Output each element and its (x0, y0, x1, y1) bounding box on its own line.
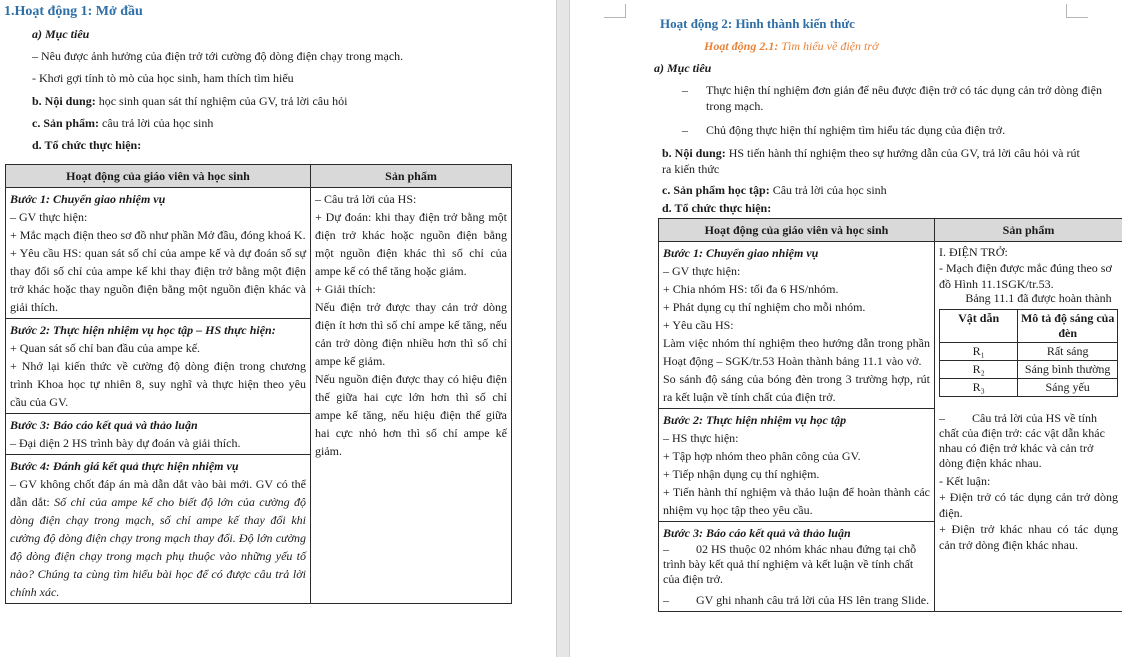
page-gap (556, 0, 570, 657)
product-line: + Điện trở khác nhau có tác dụng cản trở dòng điện khác nhau. (939, 522, 1118, 552)
activity2-heading: Hoạt động 2: Hình thành kiến thức (660, 16, 855, 31)
results-cell: R₁ (940, 343, 1018, 361)
product-line: Bảng 11.1 đã được hoàn thành (965, 291, 1112, 305)
product-line: – Câu trả lời của HS: (315, 192, 417, 206)
step3-block (659, 522, 934, 611)
activity2-steps-cell (659, 242, 935, 612)
activity1-col-header-product: Sản phẩm (311, 165, 512, 188)
step1-line: – GV thực hiện: (10, 210, 88, 224)
results-cell: Rất sáng (1018, 343, 1118, 361)
crop-mark (1066, 4, 1088, 18)
step1-line: + Yêu cầu HS: quan sát số chỉ của ampe kế và dự đoán số sự thay đổi số chỉ của ampe kế khi thay điện trở bằng một điện trở khác hoặc thay nguồn điện bằng một nguồn điện khác và giải thích. (10, 246, 306, 314)
step1-line: + Mắc mạch điện theo sơ đồ như phần Mở đầu, đóng khoá K. (10, 228, 306, 242)
objective-line-1: – Nêu được ảnh hưởng của điện trở tới cường độ dòng điện chạy trong mạch. (32, 49, 404, 63)
results-cell: R₂ (940, 361, 1018, 379)
activity21-heading (704, 38, 878, 54)
step3-title: Bước 3: Báo cáo kết quả và thảo luận (663, 526, 851, 540)
activity2-col-header-activity: Hoạt động của giáo viên và học sinh (659, 219, 935, 242)
results-header-brightness: Mô tả độ sáng của đèn (1018, 310, 1118, 343)
step3-line: – Đại diện 2 HS trình bày dự đoán và giải thích. (10, 436, 241, 450)
step2-line: + Nhớ lại kiến thức về cường độ dòng điện trong chương trình Khoa học tự nhiên 8, suy nghĩ và thực hiện theo yêu cầu của GV. (10, 359, 306, 409)
product-line: + Giải thích: (315, 282, 376, 296)
results-cell: Sáng bình thường (1018, 361, 1118, 379)
step1-title: Bước 1: Chuyển giao nhiệm vụ (663, 246, 819, 260)
results-cell: R₃ (940, 379, 1018, 397)
activity1-steps-cell (6, 188, 311, 604)
product-text: câu trả lời của học sinh (99, 116, 214, 130)
product-line: + Dự đoán: khi thay điện trở bằng một điện trở khác hoặc nguồn điện bằng một nguồn điện khác thì số chỉ của ampe kế có thể tăng hoặc giảm. (315, 210, 507, 278)
objective-line-2: - Khơi gợi tính tò mò của học sinh, ham thích tìm hiểu (32, 71, 294, 85)
step2-title: Bước 2: Thực hiện nhiệm vụ học tập (663, 413, 847, 427)
left-page (0, 0, 556, 657)
content-line (32, 93, 347, 109)
product-line (662, 182, 887, 198)
product-line: I. ĐIỆN TRỞ: (939, 245, 1008, 259)
objective-item-2 (682, 122, 1005, 138)
activity1-heading: 1.Hoạt động 1: Mở đầu (4, 4, 143, 19)
step4-title: Bước 4: Đánh giá kết quả thực hiện nhiệm vụ (10, 459, 239, 473)
step3-line: – 02 HS thuộc 02 nhóm khác nhau đứng tại chỗ trình bày kết quả thí nghiệm và kết luận về tính chất của điện trở. (663, 542, 920, 586)
product-label: c. Sản phẩm học tập: (662, 183, 770, 197)
step1-block (6, 188, 310, 319)
activity1-product-cell (311, 188, 512, 604)
objective-text: Thực hiện thí nghiệm đơn giản để nêu được điện trở có tác dụng cản trở dòng điện trong mạch. (706, 83, 1102, 113)
activity21-label: Hoạt động 2.1: (704, 39, 779, 53)
step1-title: Bước 1: Chuyển giao nhiệm vụ (10, 192, 166, 206)
dash-marker: – (682, 123, 688, 137)
step1-line: + Yêu cầu HS: (663, 318, 734, 332)
step3-title: Bước 3: Báo cáo kết quả và thảo luận (10, 418, 198, 432)
dash-marker: – (682, 83, 688, 97)
step1-line: + Phát dụng cụ thí nghiệm cho mỗi nhóm. (663, 300, 866, 314)
results-header-conductor: Vật dẫn (940, 310, 1018, 343)
results-cell: Sáng yếu (1018, 379, 1118, 397)
content-label: b. Nội dung: (662, 146, 726, 160)
product-label: c. Sản phẩm: (32, 116, 100, 130)
activity21-title: Tìm hiểu về điện trở (778, 39, 879, 53)
activity2-product-cell (935, 242, 1122, 612)
activity2-col-header-product: Sản phẩm (935, 219, 1122, 242)
step2-line: + Tiến hành thí nghiệm và thảo luận để hoàn thành các nhiệm vụ học tập theo yêu cầu. (663, 485, 930, 517)
product-line: - Mạch điện được mắc đúng theo sơ đồ Hình 11.1SGK/tr.53. (939, 261, 1112, 291)
step1-block (659, 242, 934, 409)
product-line: - Kết luận: (939, 474, 991, 488)
step1-line: – GV thực hiện: (663, 264, 741, 278)
activity2-table (658, 218, 1122, 612)
content-label: b. Nội dung: (32, 94, 96, 108)
step3-line: – GV ghi nhanh câu trả lời của HS lên trang Slide. (663, 593, 930, 607)
org-label: d. Tổ chức thực hiện: (32, 138, 142, 152)
crop-mark (604, 4, 626, 18)
step1-line: Làm việc nhóm thí nghiệm theo hướng dẫn trong phần Hoạt động – SGK/tr.53 Hoàn thành bảng 11.1 vào vở. (663, 336, 930, 368)
activity1-table (5, 164, 512, 604)
step3-block (6, 414, 310, 455)
org-label: d. Tổ chức thực hiện: (662, 201, 772, 215)
content-text: học sinh quan sát thí nghiệm của GV, trả lời câu hỏi (95, 94, 348, 108)
step2-line: + Tiếp nhận dụng cụ thí nghiệm. (663, 467, 820, 481)
step2-block (659, 409, 934, 522)
step1-line: + Chia nhóm HS: tối đa 6 HS/nhóm. (663, 282, 839, 296)
step2-line: + Tập hợp nhóm theo phân công của GV. (663, 449, 861, 463)
step4-block (6, 455, 310, 603)
step1-line: So sánh độ sáng của bóng đèn trong 3 trường hợp, rút ra kết luận về tính chất của điện trở. (663, 372, 930, 404)
product-line (32, 115, 213, 131)
activity1-col-header-activity: Hoạt động của giáo viên và học sinh (6, 165, 311, 188)
content-text: HS tiến hành thí nghiệm theo sự hướng dẫn của GV, trả lời câu hỏi và rút ra kiến thức (662, 146, 1080, 176)
step2-line: – HS thực hiện: (663, 431, 739, 445)
objective-label: a) Mục tiêu (32, 27, 90, 41)
product-line: Nếu nguồn điện được thay có hiệu điện thế giữa hai cực lớn hơn thì số chỉ ampe kế tăng, nếu hiệu điện thế giữa hai cực nhỏ hơn thì số chỉ ampe kế giảm. (315, 372, 507, 458)
step2-block (6, 319, 310, 414)
right-page (570, 0, 1122, 657)
step4-text (10, 475, 306, 601)
step2-title: Bước 2: Thực hiện nhiệm vụ học tập – HS thực hiện: (10, 323, 276, 337)
product-text: Câu trả lời của học sinh (769, 183, 887, 197)
product-line: + Điện trở có tác dụng cản trở dòng điện. (939, 490, 1118, 520)
results-table (939, 309, 1118, 397)
product-line: Nếu điện trở được thay cản trở dòng điện ít hơn thì số chỉ ampe kế tăng, nếu cản trở dòng điện nhiều hơn thì số chỉ ampe kế giảm. (315, 300, 507, 368)
objective-item-1 (682, 82, 1102, 114)
product-line: – Câu trả lời của HS về tính chất của điện trở: các vật dẫn khác nhau có điện trở khác và cản trở dòng điện khác nhau. (939, 411, 1108, 470)
content-line (662, 145, 1082, 177)
step4-text-italic: Số chỉ của ampe kế cho biết độ lớn của cường độ dòng điện chạy trong mạch, số chỉ ampe kế thay đổi khi cường độ dòng điện chạy trong mạch thay đổi. Độ lớn cường độ dòng điện chạy trong mạch phụ thuộc vào những yếu tố nào? Chúng ta cùng tìm hiểu bài học để có được câu trả lời chính xác. (10, 495, 306, 599)
step4-text-plain: – GV không chốt đáp án mà dẫn dắt vào bài mới. GV có thể dẫn dắt: (10, 477, 306, 509)
objective-label: a) Mục tiêu (654, 61, 712, 75)
objective-text: Chủ động thực hiện thí nghiệm tìm hiểu tác dụng của điện trở. (706, 123, 1006, 137)
step2-line: + Quan sát số chỉ ban đầu của ampe kế. (10, 341, 201, 355)
